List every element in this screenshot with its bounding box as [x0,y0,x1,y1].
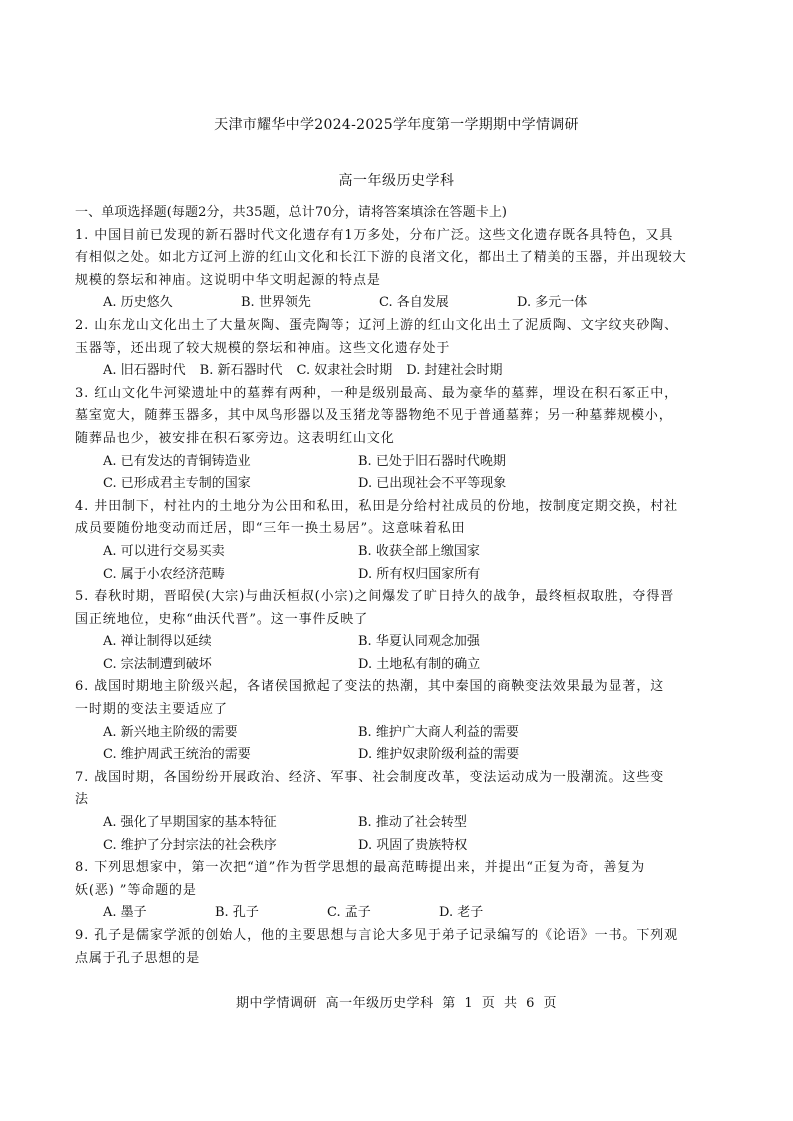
option-a: A. 可以进行交易买卖 [103,543,225,559]
question-1 [75,225,723,315]
option-b: B. 维护广大商人利益的需要 [358,724,519,740]
option-d: D. 已出现社会不平等现象 [358,476,507,492]
option-d: D. 所有权归国家所有 [358,566,481,582]
option-c: C. 宗法制遭到破坏 [103,656,212,672]
option-b: B. 华夏认同观念加强 [358,634,480,650]
questions-content [75,202,723,970]
exam-title: 天津市耀华中学2024-2025学年度第一学期期中学情调研 [214,117,579,133]
option-d: D. 多元一体 [517,295,588,311]
option-c: C. 各自发展 [379,295,449,311]
question-stem-line: 玉器等，还出现了较大规模的祭坛和神庙。这些文化遗存处于 [75,340,451,356]
question-stem-line: 规模的祭坛和神庙。这说明中华文明起源的特点是 [75,272,381,288]
option-d: D. 维护奴隶阶级利益的需要 [358,747,520,763]
question-options [75,541,723,564]
question-options [75,654,723,677]
question-stem-line: 有相似之处。如北方辽河上游的红山文化和长江下游的良渚文化，都出土了精美的玉器，并出现较大 [75,250,687,266]
option-a: A. 禅让制得以延续 [103,634,212,650]
question-options [75,835,723,858]
option-c: C. 维护了分封宗法的社会秩序 [103,837,277,853]
question-options [75,631,723,654]
question-9 [75,925,723,970]
question-stem-line: 墓室宽大，随葬玉器多，其中凤鸟形器以及玉猪龙等器物绝不见于普通墓葬；另一种墓葬规模小， [75,408,673,424]
question-stem-line: 4. 井田制下，村社内的土地分为公田和私田，私田是分给村社成员的份地，按制度定期交换，村社 [75,498,679,514]
option-d: D. 巩固了贵族特权 [358,837,468,853]
page-footer: 期中学情调研 高一年级历史学科 第 1 页 共 6 页 [236,996,557,1011]
option-a: A. 墨子 [103,905,147,921]
option-c: C. 已形成君主专制的国家 [103,476,251,492]
option-c: C. 属于小农经济范畴 [103,566,225,582]
option-d: D. 土地私有制的确立 [358,656,481,672]
question-options [75,564,723,587]
question-3 [75,383,723,496]
option-b: B. 孔子 [215,905,259,921]
question-options [75,902,723,925]
option-a: A. 旧石器时代 [103,363,186,379]
exam-subtitle: 高一年级历史学科 [338,173,455,189]
option-a: A. 强化了早期国家的基本特征 [103,815,277,831]
question-8 [75,857,723,925]
option-a: A. 历史悠久 [103,295,173,311]
option-c: C. 孟子 [327,905,371,921]
option-c: C. 维护周武王统治的需要 [103,747,251,763]
option-b: B. 推动了社会转型 [358,815,467,831]
question-options [75,360,723,383]
option-c: C. 奴隶社会时期 [296,363,393,379]
question-options [75,722,723,745]
question-stem-line: 1. 中国目前已发现的新石器时代文化遗存有1万多处，分布广泛。这些文化遗存既各具特色，又具 [75,227,674,243]
question-7 [75,767,723,857]
question-stem-line: 3. 红山文化牛河梁遗址中的墓葬有两种，一种是级别最高、最为豪华的墓葬，埋设在积石冢正中， [75,385,679,401]
question-stem-line: 国正统地位，史称“曲沃代晋”。这一事件反映了 [75,611,369,627]
question-stem-line: 法 [75,792,89,808]
option-a: A. 新兴地主阶级的需要 [103,724,238,740]
question-4 [75,496,723,586]
question-stem-line: 5. 春秋时期，晋昭侯(大宗)与曲沃桓叔(小宗)之间爆发了旷日持久的战争，最终桓叔取胜，夺得晋 [75,589,675,605]
question-stem-line: 9. 孔子是儒家学派的创始人，他的主要思想与言论大多见于弟子记录编写的《论语》一书。下列观 [75,928,679,943]
question-stem-line: 8. 下列思想家中，第一次把“道”作为哲学思想的最高范畴提出来，并提出“正复为奇，善复为 [75,860,646,876]
question-options [75,744,723,767]
question-options [75,812,723,835]
question-5 [75,586,723,676]
question-stem-line: 2. 山东龙山文化出土了大量灰陶、蛋壳陶等；辽河上游的红山文化出土了泥质陶、文字纹夹砂陶、 [75,317,679,333]
question-6 [75,676,723,766]
option-b: B. 世界领先 [241,295,311,311]
question-options [75,473,723,496]
option-b: B. 收获全部上缴国家 [358,543,480,559]
question-options [75,292,723,315]
option-b: B. 已处于旧石器时代晚期 [358,453,506,469]
question-options [75,451,723,474]
section-heading: 一、单项选择题(每题2分，共35题，总计70分，请将答案填涂在答题卡上) [75,205,508,220]
option-a: A. 已有发达的青铜铸造业 [103,453,251,469]
question-stem-line: 一时期的变法主要适应了 [75,702,228,718]
question-stem-line: 成员要随份地变动而迁居，即“三年一换土易居”。这意味着私田 [75,521,466,537]
option-d: D. 封建社会时期 [406,363,503,379]
option-b: B. 新石器时代 [199,363,283,379]
option-d: D. 老子 [439,905,484,921]
question-stem-line: 6. 战国时期地主阶级兴起，各诸侯国掀起了变法的热潮，其中秦国的商鞅变法效果最为显著，这 [75,679,665,695]
question-2 [75,315,723,383]
question-stem-line: 点属于孔子思想的是 [75,950,201,966]
question-stem-line: 7. 战国时期，各国纷纷开展政治、经济、军事、社会制度改革，变法运动成为一股潮流。这些变 [75,769,665,785]
question-stem-line: 随葬品也少，被安排在积石冢旁边。这表明红山文化 [75,430,395,446]
question-stem-line: 妖(恶) ”等命题的是 [75,882,197,898]
